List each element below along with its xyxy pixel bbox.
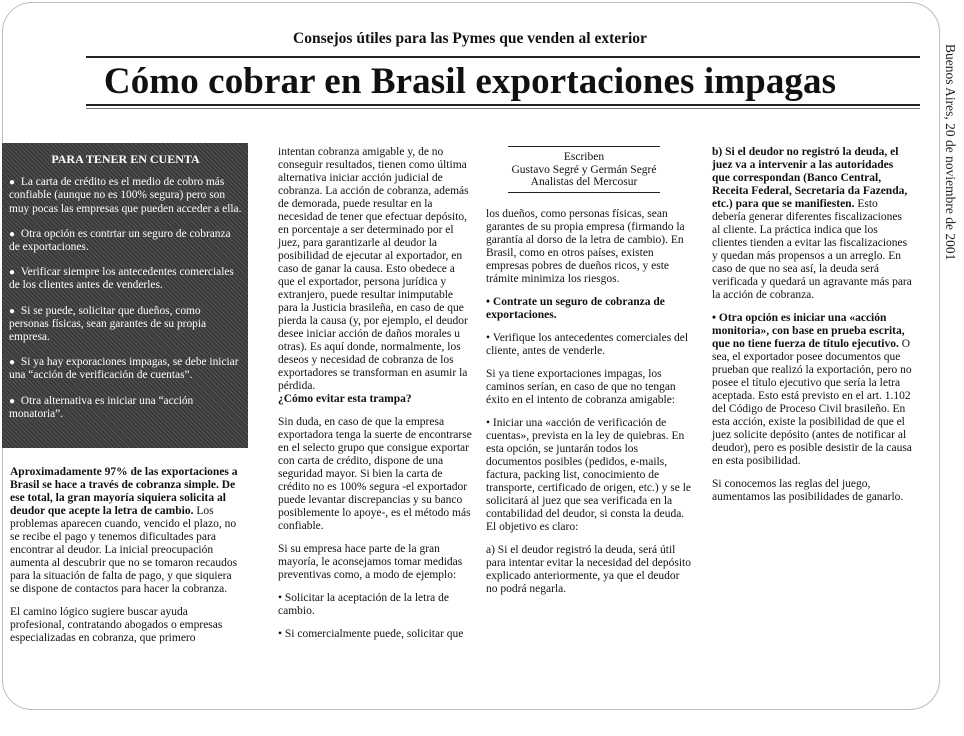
- paragraph: intentan cobranza amigable y, de no conseguir resultados, tienen como última alternativa iniciar acción judicial de cobranza. La acción de cobranza, además de demorada, puede resultar en la necesidad de tener que efectuar depósito, en porcentaje a ser determinado por el juez, para garantizarle al deudor la posibilidad de ejecutar al exportador, en caso de ganar la causa. Esto obedece a que el exportador, persona jurídica y extranjero, puede resultar inimputable para la Justicia brasileña, en caso de que pierda la causa (y, por ejemplo, el deudor desee iniciar acción de daños morales u otras). Es aquí donde, normalmente, los deseos y necesidad de cobranza de los exportadores se transforman en asumir la pérdida.: [278, 146, 469, 392]
- sidebar-item: ● Otra opción es contrtar un seguro de cobranza de exportaciones.: [9, 227, 231, 254]
- top-rule: [86, 56, 920, 58]
- list-item: • Verifique los antecedentes comerciales del cliente, antes de venderle.: [486, 332, 689, 357]
- paragraph: a) Si el deudor registró la deuda, será útil para intentar evitar la necesidad del depósito explicado anteriormente, ya que el deudor no podrá negarla.: [486, 544, 691, 595]
- byline: [508, 146, 660, 193]
- closing-paragraph: Si conocemos las reglas del juego, aumentamos las posibilidades de ganarlo.: [712, 478, 904, 503]
- sidebar-item: ● Si se puede, solicitar que dueños, como personas físicas, sean garantes de su propia empresa.: [9, 304, 207, 344]
- bullet-icon: ●: [9, 357, 16, 369]
- sidebar-item: ● Verificar siempre los antecedentes comerciales de los clientes antes de venderles.: [9, 266, 234, 292]
- headline: Cómo cobrar en Brasil exportaciones impagas: [103, 61, 837, 102]
- bullet-icon: ●: [9, 267, 16, 279]
- column-2: [278, 146, 473, 641]
- paragraph: Si su empresa hace parte de la gran mayoría, le aconsejamos tomar medidas preventivas como, a modo de ejemplo:: [278, 543, 463, 581]
- dateline-text: Buenos Aires, 20 de noviembre de 2001: [943, 44, 958, 261]
- list-item: • Iniciar una «acción de verificación de cuentas», prevista en la ley de quiebras. En esta opción, se juntarán todos los documentos posibles (pedidos, e-mails, factura, packing list, conocimiento de transporte, certificado de origen, etc.) y se le solicitará al juez que sea verificada en la contabilidad del deudor, si consta la deuda.: [486, 417, 691, 520]
- subheading: ¿Cómo evitar esta trampa?: [278, 393, 412, 405]
- sidebar-item: ● La carta de crédito es el medio de cobro más confiable (aunque no es 100% segura) pero son muy pocas las empresas que pueden acceder a ella.: [9, 176, 242, 215]
- dateline: [940, 44, 964, 684]
- column-3: [486, 208, 691, 596]
- lead-paragraph: Aproximadamente 97% de las exportaciones a Brasil se hace a través de cobranza simple. De ese total, la gran mayoría siquiera solicita al deudor que acepte la letra de cambio. Los problemas aparecen cuando, vencido el plazo, no se recibe el pago y tenemos dificultades para encontrar al deudor. La inicial preocupación aumenta al descubrir que no se tomaron recaudos para la situación de falta de pago, y que siquiera se dispone de contactos para hacer la cobranza.: [10, 466, 238, 595]
- list-item: • Si comercialmente puede, solicitar que: [278, 628, 464, 640]
- list-item: • Solicitar la aceptación de la letra de cambio.: [278, 592, 450, 617]
- bullet-icon: ●: [9, 177, 16, 189]
- bullet-icon: ●: [9, 305, 16, 317]
- byline-role: Analistas del Mercosur: [530, 176, 638, 189]
- sidebar-item: ● Si ya hay exporaciones impagas, se debe iniciar una “acción de verificación de cuentas”.: [9, 356, 239, 382]
- byline-authors: Gustavo Segré y Germán Segré: [511, 163, 657, 176]
- paragraph: Sin duda, en caso de que la empresa exportadora tenga la suerte de encontrarse en el selecto grupo que consigue exportar con carta de crédito, dispone de una seguridad mayor. Si bien la carta de crédito no es 100% segura -el exportador puede levantar discrepancias y su banco posiblemente lo apoye-, es el método más confiable.: [278, 416, 472, 532]
- paragraph: El objetivo es claro:: [486, 521, 579, 533]
- sidebar-item: ● Otra alternativa es iniciar una “acción monatoria”.: [9, 394, 194, 420]
- column-4: [712, 146, 912, 504]
- sidebar-title: PARA TENER EN CUENTA: [51, 152, 200, 166]
- paragraph: Si ya tiene exportaciones impagas, los caminos serían, en caso de que no tengan éxito en el intento de cobranza amigable:: [486, 368, 676, 406]
- bullet-icon: ●: [9, 395, 16, 407]
- byline-label: Escriben: [563, 151, 605, 163]
- bullet-icon: ●: [9, 228, 16, 240]
- paragraph: los dueños, como personas físicas, sean garantes de su propia empresa (firmando la garantía al dorso de la letra de cambio). En Brasil, como en otros países, existen empresas pobres de dueños ricos, y este trámite minimiza los riesgos.: [486, 208, 685, 285]
- sidebar-box: [2, 143, 248, 448]
- list-item: • Otra opción es iniciar una «acción monitoria», con base en prueba escrita, que no tiene fuerza de título ejecutivo. O sea, el exportador posee documentos que prueban que realizó la exportación, pero no posee el título ejecutivo que sería la letra aceptada. Esto está previsto en el art. 1.102 del Código de Proceso Civil brasileño. En esta acción, existe la posibilidad de que el juez solicite depósito (antes de notificar al deudor), pero es posible desistir de la causa en esta posibilidad.: [712, 312, 912, 467]
- paragraph: b) Si el deudor no registró la deuda, el juez va a intervenir a las autoridades que correspondan (Banco Central, Receita Federal, Secretaria da Fazenda, etc.) para que se manifiesten. Esto debería generar diferentes fiscalizaciones al cliente. La práctica indica que los clientes tienden a evitar las fiscalizaciones y quedan más propensos a un arreglo. En caso de que no sea así, la deuda será verificada y quedará un agravante más para la acción de cobranza.: [712, 146, 912, 301]
- kicker: Consejos útiles para las Pymes que venden al exterior: [293, 30, 647, 47]
- headline-rule-thin: [86, 108, 920, 109]
- list-item: • Contrate un seguro de cobranza de exportaciones.: [486, 296, 665, 321]
- paragraph: El camino lógico sugiere buscar ayuda profesional, contratando abogados o empresas especializadas en cobranza, que primero: [10, 606, 223, 644]
- column-1: [10, 466, 242, 645]
- headline-rule: [86, 104, 920, 106]
